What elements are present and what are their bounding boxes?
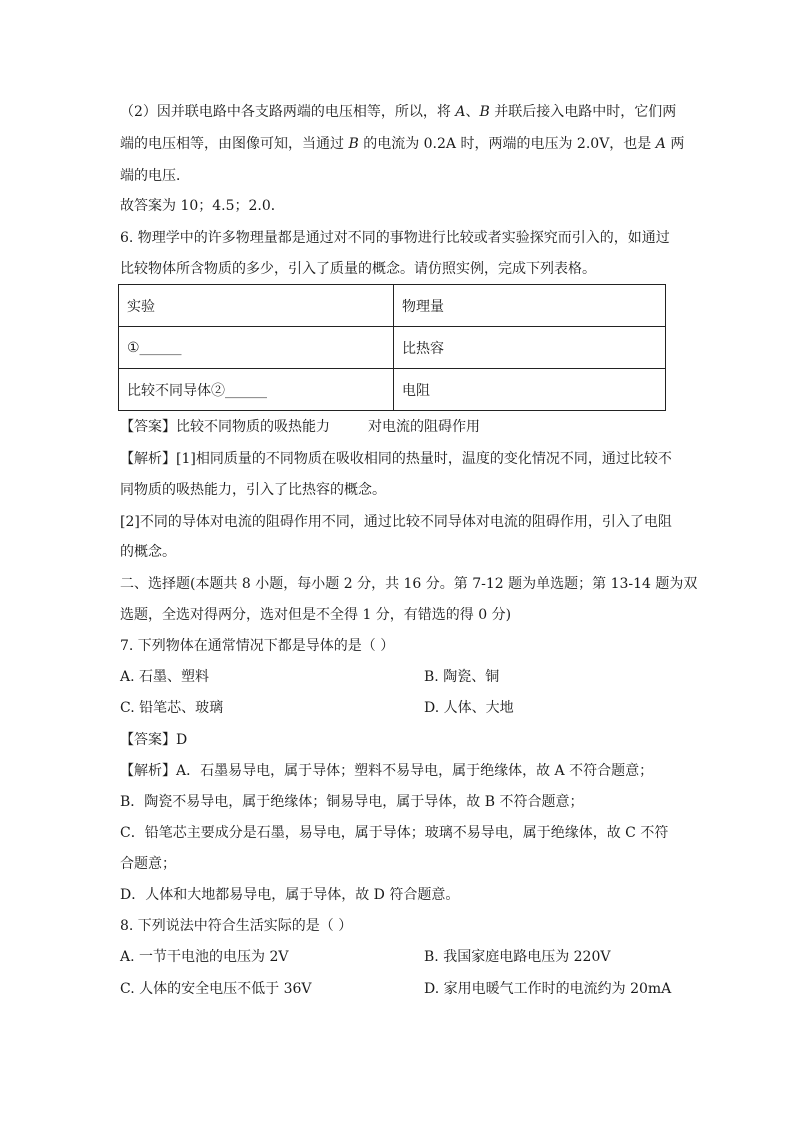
q8-stem: 8. 下列说法中符合生活实际的是（ ） [120, 918, 353, 934]
answer-2: 对电流的阻碍作用 [368, 419, 480, 435]
q7-answer: 【答案】D [120, 732, 188, 748]
part1-line3: 端的电压． [120, 168, 190, 184]
text: 的电流为 0.2A 时，两端的电压为 2.0V，也是 [358, 136, 656, 152]
table-row [119, 369, 666, 411]
q7-analysis-line5: D．人体和大地都易导电，属于导体，故 D 符合题意。 [120, 887, 460, 903]
q8-option-c: C. 人体的安全电压不低于 36V [120, 981, 312, 997]
q6-answer [120, 417, 480, 437]
analysis-tag: 【解析】 [120, 451, 176, 467]
table-header-row [119, 285, 666, 327]
text: 、 [465, 104, 480, 120]
q6-analysis-line3: [2]不同的导体对电流的阻碍作用不同，通过比较不同导体对电流的阻碍作用，引入了电阻 [120, 514, 672, 530]
text: 端的电压相等，由图像可知，当通过 [120, 136, 349, 152]
text: 并联后接入电路中时，它们两 [489, 104, 677, 120]
q6-table [118, 284, 666, 411]
q7-stem: 7. 下列物体在通常情况下都是导体的是（ ） [120, 638, 395, 654]
table-header: 实验 [119, 285, 394, 327]
q7-option-a: A. 石墨、塑料 [120, 669, 210, 685]
q7-option-d: D. 人体、大地 [424, 700, 514, 716]
q6-analysis-line4: 的概念。 [120, 544, 176, 560]
var-a: A [655, 136, 666, 152]
analysis-tag: 【解析】 [120, 763, 176, 779]
table-cell: 电阻 [394, 369, 666, 411]
table-cell: ①______ [119, 327, 394, 369]
q7-option-c: C. 铅笔芯、玻璃 [120, 700, 224, 716]
q7-analysis-line1 [120, 761, 653, 781]
var-b: B [348, 136, 359, 152]
table-cell: 比较不同导体②______ [119, 369, 394, 411]
q7-analysis-line3: C．铅笔芯主要成分是石墨，易导电，属于导体；玻璃不易导电，属于绝缘体，故 C 不符 [120, 825, 669, 841]
table-header: 物理量 [394, 285, 666, 327]
answer-1: 比较不同物质的吸热能力 [176, 419, 330, 435]
q7-option-b: B. 陶瓷、铜 [424, 669, 500, 685]
q6-stem-line2: 比较物体所含物质的多少，引入了质量的概念。请仿照实例，完成下列表格。 [120, 261, 596, 277]
part1-line2 [120, 134, 684, 154]
q7-analysis-line4: 合题意； [120, 856, 176, 872]
q6-analysis-line2: 同物质的吸热能力，引入了比热容的概念。 [120, 482, 386, 498]
table-row [119, 327, 666, 369]
section2-line1: 二、选择题(本题共 8 小题，每小题 2 分，共 16 分。第 7-12 题为单选题；第 13-14 题为双 [120, 576, 698, 592]
q8-option-b: B. 我国家庭电路电压为 220V [424, 949, 611, 965]
text: （2）因并联电路中各支路两端的电压相等，所以，将 [120, 104, 456, 120]
q8-option-d: D. 家用电暖气工作时的电流约为 20mA [424, 981, 672, 997]
section2-line2: 选题，全选对得两分，选对但是不全得 1 分，有错选的得 0 分) [120, 607, 512, 623]
var-b: B [479, 104, 490, 120]
q8-option-a: A. 一节干电池的电压为 2V [120, 949, 289, 965]
text: 两 [665, 136, 685, 152]
q7-analysis-line2: B．陶瓷不易导电，属于绝缘体；铜易导电，属于导体，故 B 不符合题意； [120, 794, 584, 810]
part1-answer: 故答案为 10；4.5；2.0． [120, 198, 285, 214]
answer-tag: 【答案】 [120, 419, 176, 435]
q6-analysis-line1 [120, 449, 672, 469]
var-a: A [455, 104, 466, 120]
q6-stem-line1: 6. 物理学中的许多物理量都是通过对不同的事物进行比较或者实验探究而引入的，如通过 [120, 230, 670, 246]
text: A．石墨易导电，属于导体；塑料不易导电，属于绝缘体，故 A 不符合题意； [176, 763, 654, 779]
table-cell: 比热容 [394, 327, 666, 369]
text: [1]相同质量的不同物质在吸收相同的热量时，温度的变化情况不同，通过比较不 [176, 451, 672, 467]
part1-line1 [120, 102, 676, 122]
